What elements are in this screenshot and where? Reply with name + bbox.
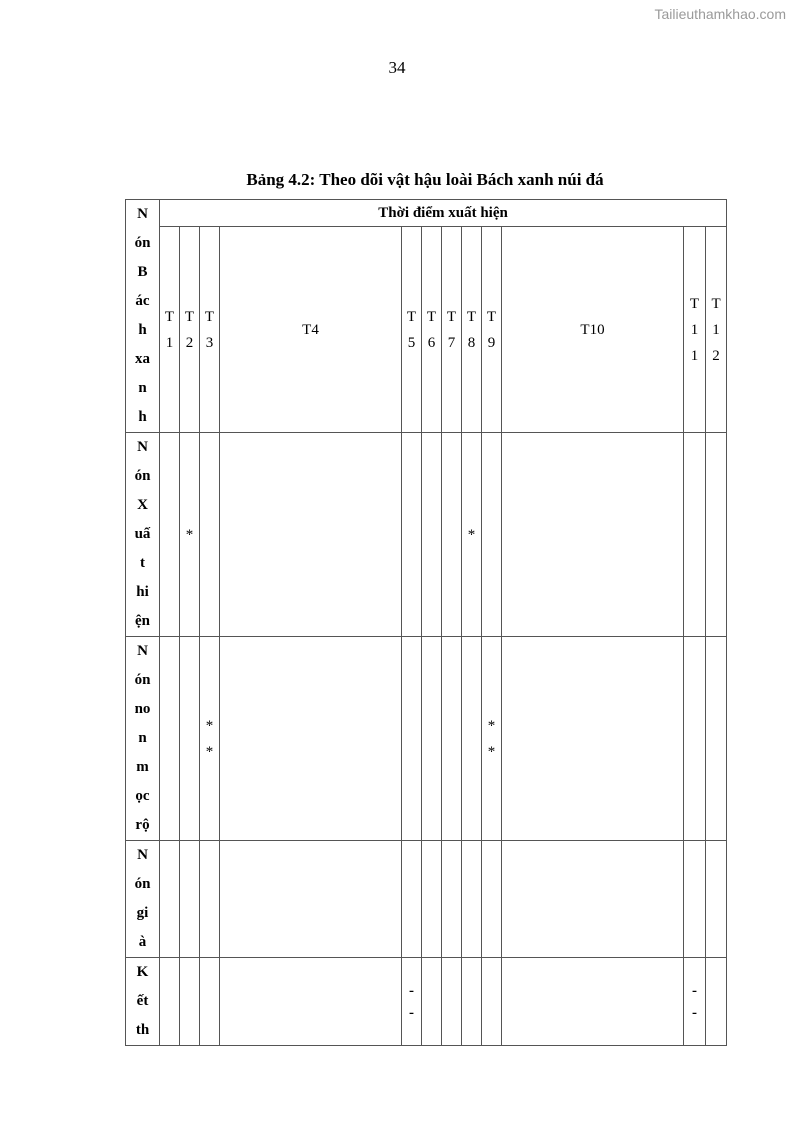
month-cell <box>402 841 422 958</box>
month-cell <box>462 433 482 637</box>
month-cell <box>706 637 727 841</box>
cell-line: 2 <box>712 347 720 364</box>
cell-line: T <box>164 308 175 325</box>
cell-line: 1 <box>712 321 720 338</box>
row-label-cell <box>126 958 160 1046</box>
month-cell <box>462 958 482 1046</box>
month-header-cell <box>442 227 462 433</box>
super-header-cell <box>160 200 727 227</box>
cell-line: xa <box>135 351 150 367</box>
cell-line: * <box>205 717 214 734</box>
cell-line: - <box>409 1004 414 1021</box>
month-header-cell <box>422 227 442 433</box>
cell-line: T4 <box>302 321 319 338</box>
month-cell <box>180 841 200 958</box>
month-cell <box>160 958 180 1046</box>
cell-line: n <box>138 730 147 746</box>
cell-line: N <box>137 206 148 222</box>
month-header-row <box>126 227 727 433</box>
cell-line: 2 <box>185 334 194 351</box>
month-cell <box>442 637 462 841</box>
table-row <box>126 433 727 637</box>
cell-line: N <box>137 439 148 455</box>
cell-line: - <box>692 982 697 999</box>
cell-line: T <box>466 308 477 325</box>
month-cell <box>200 637 220 841</box>
month-cell <box>482 958 502 1046</box>
month-cell <box>462 637 482 841</box>
month-header-cell <box>706 227 727 433</box>
cell-line: Thời điểm xuất hiện <box>378 205 508 221</box>
month-cell <box>200 841 220 958</box>
cell-line: à <box>138 934 147 950</box>
cell-line: m <box>136 759 149 775</box>
month-cell <box>200 958 220 1046</box>
month-cell <box>160 433 180 637</box>
cell-line: T <box>406 308 417 325</box>
cell-line: 8 <box>467 334 476 351</box>
cell-line: h <box>138 409 147 425</box>
cell-line: 5 <box>407 334 416 351</box>
month-cell <box>684 637 706 841</box>
month-cell <box>502 841 684 958</box>
month-cell <box>422 841 442 958</box>
month-header-cell <box>402 227 422 433</box>
row-label-cell <box>126 433 160 637</box>
month-cell <box>422 637 442 841</box>
watermark: Tailieuthamkhao.com <box>654 6 786 22</box>
month-cell <box>220 841 402 958</box>
cell-line: 7 <box>447 334 456 351</box>
month-cell <box>462 841 482 958</box>
cell-line: * <box>487 743 496 760</box>
row-label-cell <box>126 841 160 958</box>
month-cell <box>684 841 706 958</box>
cell-line: T <box>204 308 215 325</box>
month-header-cell <box>684 227 706 433</box>
month-cell <box>402 958 422 1046</box>
phenology-table <box>125 199 727 1046</box>
cell-line: B <box>137 264 148 280</box>
cell-line: h <box>138 322 147 338</box>
cell-line: gi <box>136 905 149 921</box>
month-cell <box>706 433 727 637</box>
cell-line: 1 <box>690 347 699 364</box>
cell-line: - <box>692 1004 697 1021</box>
cell-line: * <box>185 526 194 543</box>
month-cell <box>220 433 402 637</box>
cell-line: ón <box>134 235 151 251</box>
month-cell <box>482 841 502 958</box>
cell-line: ón <box>134 468 151 484</box>
cell-line: 1 <box>690 321 699 338</box>
month-cell <box>200 433 220 637</box>
table-row <box>126 841 727 958</box>
cell-line: hi <box>136 584 149 600</box>
month-cell <box>482 637 502 841</box>
month-header-cell <box>180 227 200 433</box>
table-row <box>126 637 727 841</box>
cell-line: N <box>137 643 148 659</box>
month-header-cell <box>482 227 502 433</box>
cell-line: K <box>136 964 149 980</box>
cell-line: X <box>137 497 148 513</box>
cell-line: rộ <box>135 817 150 833</box>
month-header-cell <box>220 227 402 433</box>
month-cell <box>180 433 200 637</box>
cell-line: T <box>689 295 700 312</box>
month-cell <box>442 433 462 637</box>
month-cell <box>402 433 422 637</box>
month-cell <box>706 841 727 958</box>
cell-line: ện <box>135 613 150 629</box>
row-label-cell <box>126 637 160 841</box>
cell-line: 6 <box>427 334 436 351</box>
cell-line: T <box>446 308 457 325</box>
month-cell <box>160 841 180 958</box>
month-cell <box>220 637 402 841</box>
cell-line: T <box>426 308 437 325</box>
cell-line: N <box>137 847 148 863</box>
header-row <box>126 200 727 227</box>
cell-line: no <box>134 701 151 717</box>
cell-line: - <box>409 982 414 999</box>
month-cell <box>684 433 706 637</box>
month-cell <box>220 958 402 1046</box>
corner-header-cell <box>126 200 160 433</box>
cell-line: t <box>140 555 145 571</box>
month-cell <box>180 637 200 841</box>
cell-line: * <box>467 526 476 543</box>
month-header-cell <box>462 227 482 433</box>
month-cell <box>422 958 442 1046</box>
cell-line: th <box>135 1022 150 1038</box>
cell-line: T <box>184 308 195 325</box>
cell-line: 1 <box>165 334 174 351</box>
month-cell <box>482 433 502 637</box>
table-caption: Bảng 4.2: Theo dõi vật hậu loài Bách xanh núi đá <box>246 170 604 189</box>
month-header-cell <box>160 227 180 433</box>
cell-line: 9 <box>487 334 496 351</box>
cell-line: * <box>205 743 214 760</box>
month-cell <box>180 958 200 1046</box>
cell-line: ón <box>134 876 151 892</box>
cell-line: 3 <box>205 334 214 351</box>
page-number: 34 <box>388 58 406 77</box>
month-cell <box>502 958 684 1046</box>
month-cell <box>502 433 684 637</box>
month-header-cell <box>200 227 220 433</box>
month-cell <box>502 637 684 841</box>
cell-line: * <box>487 717 496 734</box>
cell-line: uấ <box>134 526 151 542</box>
cell-line: T <box>711 295 721 312</box>
cell-line: ọc <box>135 788 150 804</box>
month-cell <box>684 958 706 1046</box>
cell-line: T10 <box>580 321 605 338</box>
cell-line: ết <box>136 993 149 1009</box>
cell-line: ón <box>134 672 151 688</box>
cell-line: T <box>486 308 497 325</box>
table-row <box>126 958 727 1046</box>
cell-line: ác <box>135 293 150 309</box>
month-cell <box>422 433 442 637</box>
cell-line: n <box>138 380 147 396</box>
month-cell <box>402 637 422 841</box>
month-header-cell <box>502 227 684 433</box>
month-cell <box>706 958 727 1046</box>
month-cell <box>442 958 462 1046</box>
month-cell <box>442 841 462 958</box>
month-cell <box>160 637 180 841</box>
